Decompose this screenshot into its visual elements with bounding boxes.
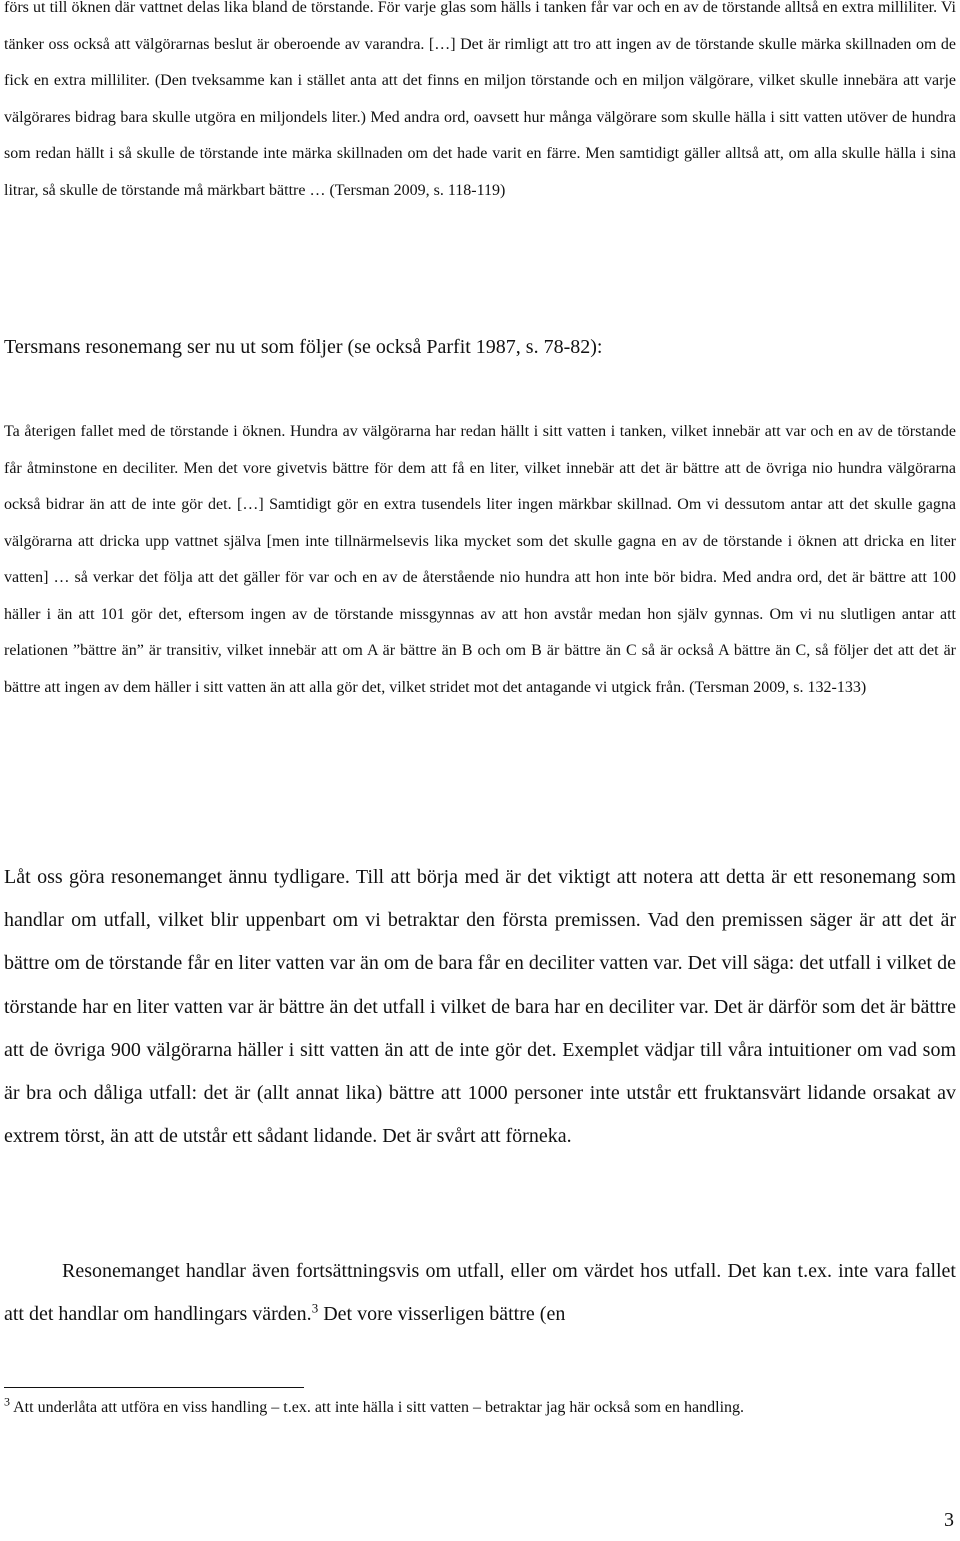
footnote-reference[interactable]: 3 [311, 1300, 319, 1316]
intro-sentence [4, 332, 956, 362]
footnote-text: Att underlåta att utföra en viss handling – t.ex. att inte hälla i sitt vatten – betraktar jag här också som en handling. [10, 1399, 745, 1416]
block-quote-tersman-118 [4, 0, 956, 209]
footnote-separator [4, 1387, 304, 1388]
body-paragraph [4, 1250, 956, 1336]
body-paragraph [4, 856, 956, 1158]
paragraph-continuation: Det vore visserligen bättre (en [318, 1303, 566, 1326]
block-quote-tersman-132 [4, 414, 956, 706]
page-number: 3 [944, 1509, 954, 1531]
paragraph-text: Låt oss göra resonemanget ännu tydligare. Till att börja med är det viktigt att notera att detta är ett resonemang som handlar om utfall, vilket blir uppenbart om vi betraktar den första premissen. Vad den premissen säger är att det är bättre om de törstande får en liter vatten var än om de bara får en deciliter vatten var. Det vill säga: det utfall i vilket de törstande har en liter vatten var är bättre än det utfall i vilket de bara har en deciliter var. Det är därför som det är bättre att de övriga 900 välgörarna häller i sitt vatten än att de inte gör det. Exemplet vädjar till våra intuitioner om vad som är bra och dåliga utfall: det är (allt annat lika) bättre att 1000 personer inte utstår ett fruktansvärt lidande orsakat av extrem törst, än att de utstår ett sådant lidande. Det är svårt att förneka. [4, 866, 956, 1148]
quote-text: förs ut till öknen där vattnet delas lika bland de törstande. För varje glas som hälls i tanken får var och en av de törstande alltså en extra milliliter. Vi tänker oss också att välgörarnas beslut är oberoende av varandra. […] Det är rimligt att tro att ingen av de törstande skulle märka skillnaden om de fick en extra milliliter. (Den tveksamme kan i stället anta att det finns en miljon törstande och en miljon välgörare, vilket skulle innebära att varje välgörares bidrag bara skulle utgöra en miljondels liter.) Med andra ord, oavsett hur många välgörare som skulle hälla i sitt vatten utöver de hundra som redan hällt i så skulle de törstande inte märka skillnaden om det hade varit en färre. Men samtidigt gäller alltså att, om alla skulle hälla i sina litrar, så skulle de törstande må märkbart bättre … (Tersman 2009, s. 118-119) [4, 0, 956, 199]
paragraph-text: Resonemanget handlar även fortsättningsvis om utfall, eller om värdet hos utfall. Det kan t.ex. inte vara fallet att det handlar om handlingars värden. [4, 1260, 956, 1326]
footnote-marker: 3 [4, 1394, 10, 1409]
footnote [4, 1390, 956, 1426]
intro-text: Tersmans resonemang ser nu ut som följer (se också Parfit 1987, s. 78-82): [4, 336, 603, 358]
quote-text: Ta återigen fallet med de törstande i öknen. Hundra av välgörarna har redan hällt i sitt vatten i tanken, vilket innebär att var och en av de törstande får åtminstone en deciliter. Men det vore givetvis bättre för dem att få en liter, vilket innebär att det är bättre att de övriga nio hundra välgörarna också bidrar än att de inte gör det. […] Samtidigt gör en extra tusendels liter ingen märkbar skillnad. Om vi dessutom antar att det skulle gagna välgörarna att dricka upp vattnet själva [men inte tillnärmelsevis lika mycket som det skulle gagna en av de törstande i öknen att dricka en liter vatten] … så verkar det följa att det gäller för var och en av de återstående nio hundra att hon inte bör bidra. Med andra ord, det är bättre att 100 häller i än att 101 gör det, eftersom ingen av de törstande missgynnas av att hon avstår medan hon själv gynnas. Om vi nu slutligen antar att relationen ”bättre än” är transitiv, vilket innebär att om A är bättre än B och om B är bättre än C så är också A bättre än C, så följer det att det är bättre att ingen av dem häller i sitt vatten än att alla gör det, vilket stridet mot det antagande vi utgick från. (Tersman 2009, s. 132-133) [4, 423, 956, 696]
